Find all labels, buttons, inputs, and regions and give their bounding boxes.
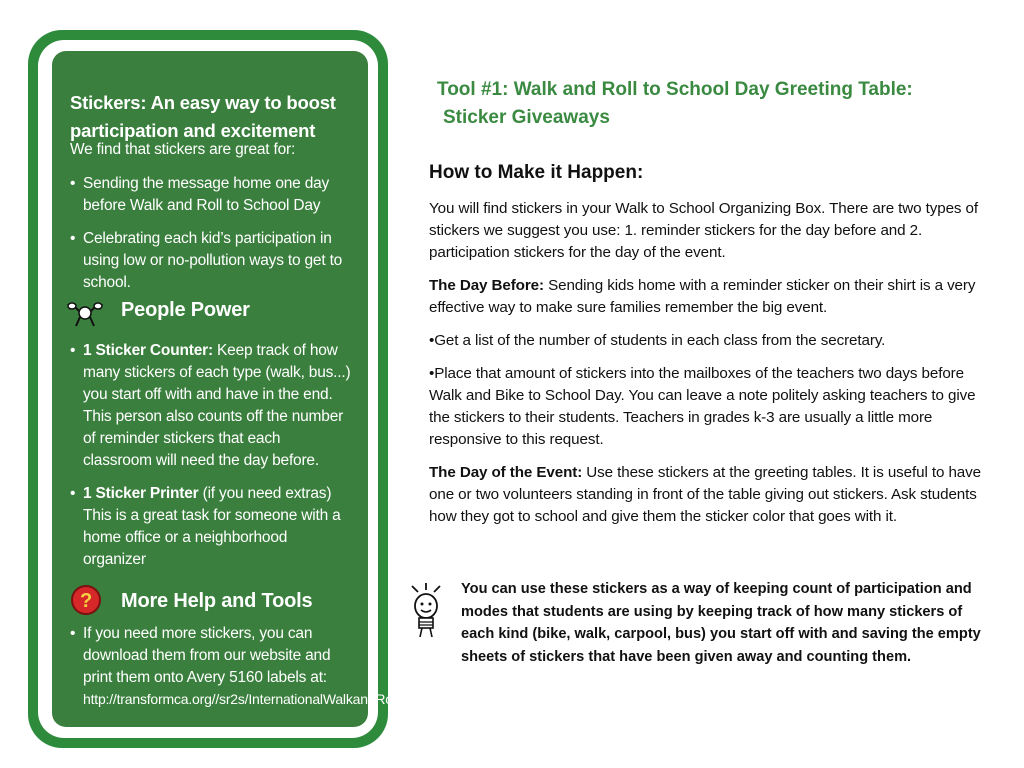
intro-paragraph: You will find stickers in your Walk to School Organizing Box. There are two types of stickers we suggest you use: 1. reminder stickers for the day before and 2. participation stickers for the day of the event. — [429, 200, 979, 261]
day-before-paragraph — [429, 275, 991, 319]
more-help-heading: More Help and Tools — [121, 590, 313, 612]
page-title — [437, 76, 913, 132]
more-help-list — [70, 623, 476, 709]
sticker-uses-list — [70, 173, 352, 294]
more-help-text: If you need more stickers, you can download them from our website and print them onto Avery 5160 labels at: — [83, 625, 331, 686]
list-item — [70, 483, 352, 571]
step-1: •Get a list of the number of students in each class from the secretary. — [429, 332, 886, 349]
title-line-2: Sticker Giveaways — [443, 107, 610, 128]
role-text: Keep track of how many stickers of each type (walk, bus...) you start off with and have in the end. This person also counts off the number of reminder stickers that each classroom will need the day before. — [83, 342, 351, 469]
sidebar-panel — [52, 51, 476, 727]
day-of-paragraph — [429, 462, 991, 528]
day-before-text: Sending kids home with a reminder sticker on their shirt is a very effective way to make sure families remember the big event. — [429, 277, 976, 316]
step-2: •Place that amount of stickers into the mailboxes of the teachers two days before Walk and Bike to School Day. You can leave a note politely asking teachers to give the stickers to their students. Teachers in grades k-3 are usually a little more responsive to this request. — [429, 365, 976, 448]
howto-heading: How to Make it Happen: — [429, 162, 644, 183]
sidebar-title: Stickers: An easy way to boost participation and excitement — [70, 92, 336, 141]
day-before-label: The Day Before: — [429, 277, 544, 294]
day-of-text: Use these stickers at the greeting tables. It is useful to have one or two volunteers standing in front of the table giving out stickers. Ask students how they got to school and give them the sticker color that goes with it. — [429, 464, 981, 525]
download-link[interactable]: http://transformca.org//sr2s/InternationalWalkandRolltoSchoolDay — [83, 691, 476, 707]
sidebar-intro: We find that stickers are great for: — [70, 141, 296, 158]
list-item: • Sending the message home one day before Walk and Roll to School Day — [70, 173, 352, 217]
title-line-1: Tool #1: Walk and Roll to School Day Greeting Table: — [437, 79, 913, 100]
list-item — [70, 623, 476, 709]
role-label: 1 Sticker Printer — [83, 485, 199, 502]
svg-text:?: ? — [79, 590, 93, 612]
list-item: • Celebrating each kid’s participation in using low or no-pollution ways to get to school. — [70, 228, 352, 294]
muscle-arms-icon — [66, 296, 104, 330]
day-of-label: The Day of the Event: — [429, 464, 583, 481]
list-item — [70, 340, 352, 472]
question-mark-icon — [68, 584, 104, 616]
role-text: (if you need extras) This is a great task for someone with a home office or a neighborhood organizer — [83, 485, 341, 568]
people-power-heading: People Power — [121, 299, 250, 321]
tip-text: You can use these stickers as a way of keeping count of participation and modes that students are using by keeping track of how many stickers of each kind (bike, walk, carpool, bus) you start off with and saving the empty sheets of stickers that have been given away and counting them. — [461, 581, 981, 665]
people-power-list — [70, 340, 352, 571]
instructions — [429, 198, 991, 539]
role-label: 1 Sticker Counter: — [83, 342, 213, 359]
